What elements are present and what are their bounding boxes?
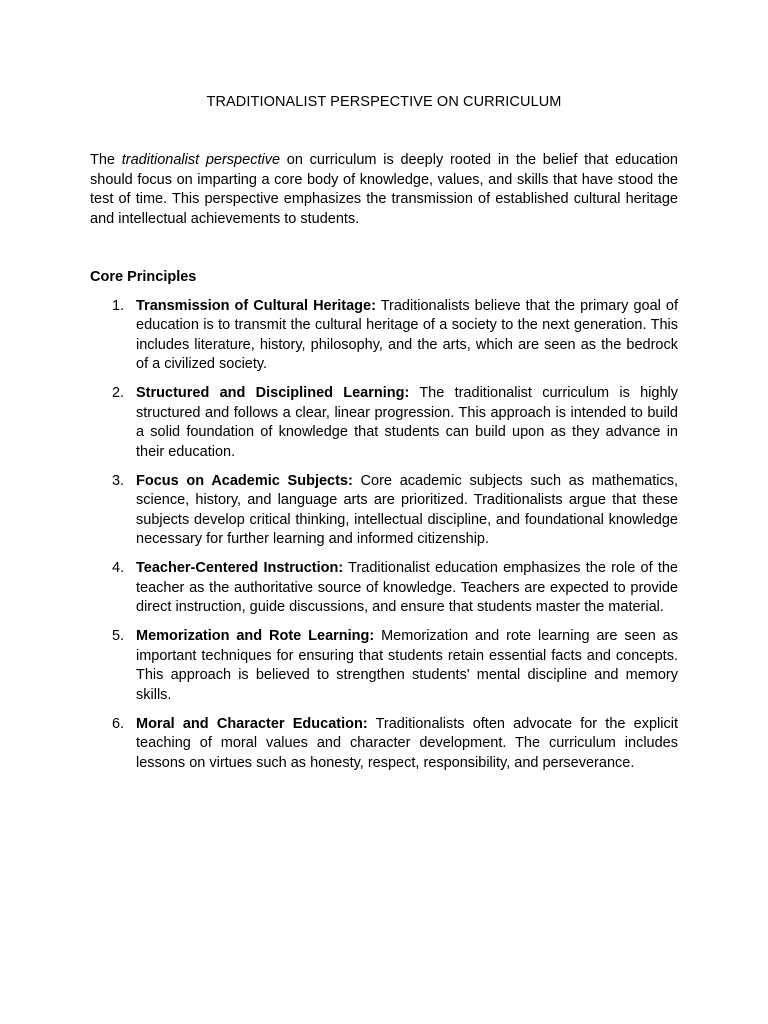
principle-text: Memorization and rote learning are seen as important techniques for ensuring that students retain essential facts and concepts. This approach is believed to strengthen students' mental discipline and memory skills. xyxy=(136,628,678,703)
principles-list xyxy=(90,297,678,783)
principle-text: Traditionalists often advocate for the explicit teaching of moral values and character development. The curriculum includes lessons on virtues such as honesty, respect, responsibility, and perseverance. xyxy=(136,715,678,771)
principle-term: Moral and Character Education: xyxy=(136,715,368,732)
intro-emphasis: traditionalist perspective xyxy=(121,152,281,168)
principle-term: Teacher-Centered Instruction: xyxy=(136,560,344,577)
document-title: TRADITIONALIST PERSPECTIVE ON CURRICULUM xyxy=(206,94,562,110)
principle-item xyxy=(90,715,678,773)
section-heading: Core Principles xyxy=(90,269,197,285)
principle-text: Traditionalists believe that the primary goal of education is to transmit the cultural heritage of a society to the next generation. This includes literature, history, philosophy, and the arts, which are seen as the bedrock of a civilized society. xyxy=(136,298,678,373)
principle-number: 1. xyxy=(112,298,125,314)
principle-number: 6. xyxy=(112,715,125,732)
principle-item xyxy=(90,559,678,617)
intro-lead: The xyxy=(90,152,122,168)
intro-rest: on curriculum is deeply rooted in the belief that education should focus on imparting a core body of knowledge, values, and skills that have stood the test of time. This perspective emphasizes the transmission of established cultural heritage and intellectual achievements to students. xyxy=(90,152,678,227)
principle-term: Transmission of Cultural Heritage: xyxy=(136,298,376,314)
principle-text: The traditionalist curriculum is highly structured and follows a clear, linear progression. This approach is intended to build a solid foundation of knowledge that students can build upon as they advance in their education. xyxy=(136,385,678,460)
principle-term: Structured and Disciplined Learning: xyxy=(136,385,410,402)
principle-term: Memorization and Rote Learning: xyxy=(136,628,375,645)
principle-item xyxy=(90,627,678,705)
principle-item xyxy=(90,297,678,375)
principle-number: 5. xyxy=(112,628,125,645)
principle-text: Core academic subjects such as mathematics, science, history, and language arts are prioritized. Traditionalists argue that these subjects develop critical thinking, intellectual discipline, and foundational knowledge necessary for further learning and informed citizenship. xyxy=(136,472,679,548)
principle-term: Focus on Academic Subjects: xyxy=(136,472,353,489)
principle-item xyxy=(90,472,678,550)
principle-number: 2. xyxy=(112,385,125,402)
principle-text: Traditionalist education emphasizes the role of the teacher as the authoritative source of knowledge. Teachers are expected to provide direct instruction, guide discussions, and ensure that students master the material. xyxy=(136,560,678,616)
principle-item xyxy=(90,384,678,462)
intro-paragraph xyxy=(90,151,678,229)
principle-number: 3. xyxy=(112,472,125,489)
principle-number: 4. xyxy=(112,560,125,577)
